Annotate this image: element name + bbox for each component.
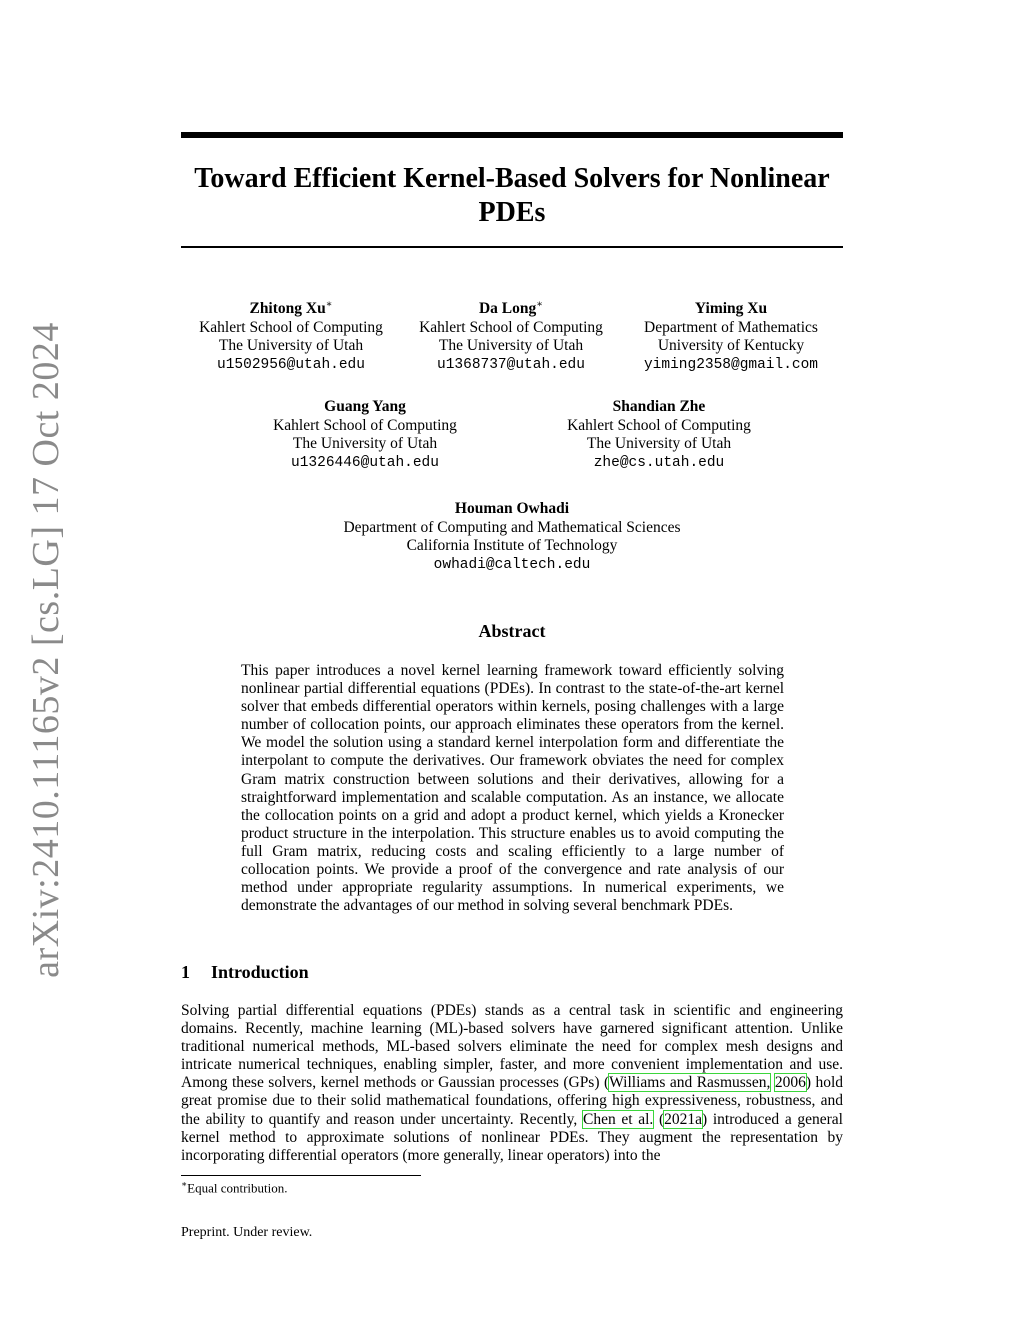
author-institution: The University of Utah — [438, 337, 584, 355]
author-name: Guang Yang — [324, 398, 406, 415]
author-name: Yiming Xu — [694, 300, 768, 318]
citation-link-williams[interactable]: Williams and Rasmussen, — [609, 1074, 771, 1092]
footnote — [181, 1179, 288, 1196]
author-name: Da Long — [478, 300, 537, 318]
abstract-heading: Abstract — [478, 621, 546, 641]
author-affiliation: Kahlert School of Computing — [199, 318, 383, 336]
section-heading-introduction — [181, 962, 309, 983]
author-name: Shandian Zhe — [612, 398, 706, 415]
author-email[interactable]: u1368737@utah.edu — [437, 356, 585, 373]
intro-text-part: Solving partial differential equations (PDEs) stands as a central task in scientific and engineering domains. Recently, machine learning (ML)-based solvers have garnered significant attention. Unlike traditional numerical methods, ML-based solvers eliminate the need for complex mesh designs and intricate numerical techniques, enabling simpler, faster, and more convenient implementation and use. Among these solvers, kernel methods or Gaussian processes (GPs) ( — [181, 1002, 843, 1092]
paper-title: Toward Efficient Kernel-Based Solvers for Nonlinear PDEs — [194, 163, 830, 228]
title-bottom-rule — [181, 246, 843, 248]
author-institution: University of Kentucky — [657, 337, 805, 355]
citation-link-chen[interactable]: Chen et al. — [582, 1110, 654, 1128]
intro-text-part: ) hold great promise due to their solid mathematical foundations, offering high expressiveness, robustness, and the ability to quantify and reason under uncertainty. Recently, — [181, 1074, 844, 1128]
abstract-text: This paper introduces a novel kernel learning framework toward efficiently solving nonlinear partial differential equations (PDEs). In contrast to the state-of-the-art kernel solver that embeds differential operators within kernels, posing challenges with a large number of collocation points, our approach eliminates these operators from the kernel. We model the solution using a standard kernel interpolation form and differentiate the interpolant to compute the derivatives. Our framework obviates the need for complex Gram matrix construction between solutions and their derivatives, allowing for a straightforward implementation and scalable computation. As an instance, we allocate the collocation points on a grid and adopt a product kernel, which yields a Kronecker product structure in the interpolation. This structure enables us to avoid computing the full Gram matrix, reducing costs and scaling efficiently to a large number of collocation points. We provide a proof of the convergence and rate analysis of our method under appropriate regularity assumptions. In numerical experiments, we demonstrate the advantages of our method in solving several benchmark PDEs. — [241, 662, 784, 915]
author-institution: The University of Utah — [292, 435, 438, 452]
author-institution: The University of Utah — [218, 337, 364, 355]
footnote-rule — [181, 1175, 421, 1176]
author-affiliation: Department of Mathematics — [644, 318, 818, 336]
author-affiliation: Kahlert School of Computing — [273, 416, 457, 434]
author-affiliation: Department of Computing and Mathematical Sciences — [343, 518, 681, 536]
author-block-5 — [567, 398, 751, 472]
section-number: 1 — [181, 962, 190, 982]
footnote-mark: ∗ — [181, 1179, 188, 1189]
author-email[interactable]: u1502956@utah.edu — [217, 356, 365, 373]
author-institution: California Institute of Technology — [406, 537, 618, 554]
author-affiliation: Kahlert School of Computing — [567, 416, 751, 434]
citation-link-williams-year[interactable]: 2006 — [774, 1074, 806, 1092]
author-block-2 — [419, 296, 603, 374]
author-block-4 — [273, 398, 457, 472]
equal-contribution-mark: ∗ — [536, 299, 544, 310]
introduction-paragraph — [181, 1002, 843, 1165]
author-block-3 — [644, 296, 818, 374]
section-title: Introduction — [211, 962, 309, 982]
footnote-text: Equal contribution. — [187, 1180, 288, 1196]
author-name: Houman Owhadi — [454, 500, 570, 517]
arxiv-identifier: arXiv:2410.11165v2 [cs.LG] 17 Oct 2024 — [25, 322, 67, 978]
author-email[interactable]: owhadi@caltech.edu — [433, 556, 591, 573]
preprint-notice: Preprint. Under review. — [181, 1225, 313, 1240]
author-name: Zhitong Xu — [249, 300, 326, 318]
equal-contribution-mark: ∗ — [325, 299, 333, 310]
citation-link-chen-year[interactable]: 2021a — [664, 1110, 703, 1128]
intro-text-part: ) introduced a general kernel method to approximate solutions of nonlinear PDEs. They augment the representation by incorporating differential operators (more generally, linear operators) into the — [181, 1110, 843, 1164]
author-email[interactable]: u1326446@utah.edu — [291, 454, 439, 471]
author-email[interactable]: zhe@cs.utah.edu — [593, 454, 725, 471]
author-affiliation: Kahlert School of Computing — [419, 318, 603, 336]
author-email[interactable]: yiming2358@gmail.com — [643, 356, 819, 373]
intro-text-part: ( — [653, 1110, 665, 1128]
author-block-6 — [343, 500, 680, 574]
author-block-1 — [199, 296, 383, 374]
title-top-rule — [181, 132, 843, 138]
author-institution: The University of Utah — [586, 435, 732, 452]
